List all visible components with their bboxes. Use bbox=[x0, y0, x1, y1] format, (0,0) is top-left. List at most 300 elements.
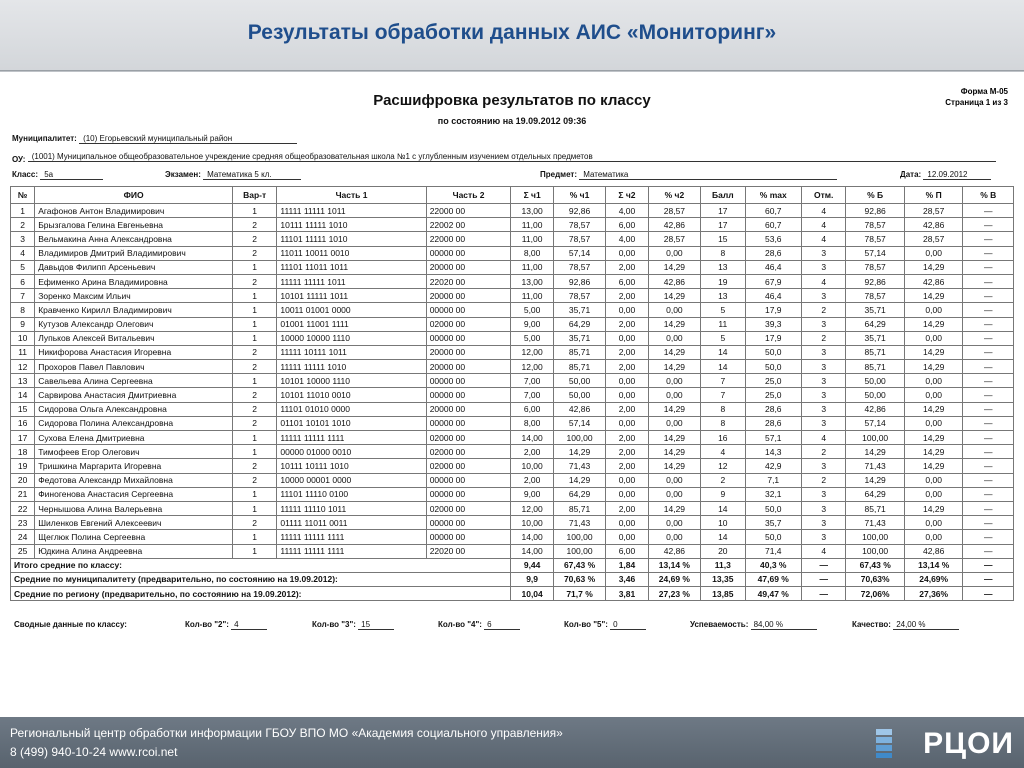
table-row bbox=[11, 445, 1014, 459]
table-cell: 11,00 bbox=[511, 218, 553, 232]
table-cell: Давыдов Филипп Арсеньевич bbox=[35, 260, 233, 274]
table-cell: 85,71 bbox=[846, 360, 905, 374]
table-cell: 14,29 bbox=[846, 473, 905, 487]
table-cell: 3 bbox=[802, 260, 846, 274]
table-cell: 22002 00 bbox=[426, 218, 511, 232]
exam-row bbox=[165, 170, 301, 180]
table-row bbox=[11, 473, 1014, 487]
table-cell: 2,00 bbox=[606, 431, 648, 445]
table-cell: 64,29 bbox=[846, 317, 905, 331]
table-cell: 11011 10011 0010 bbox=[277, 246, 426, 260]
table-cell: 01111 11011 0011 bbox=[277, 516, 426, 530]
table-cell: 14,29 bbox=[648, 360, 700, 374]
table-row bbox=[11, 431, 1014, 445]
table-cell: 2 bbox=[232, 388, 276, 402]
table-cell: 4 bbox=[802, 218, 846, 232]
table-cell: 11,00 bbox=[511, 289, 553, 303]
count-2-value: 4 bbox=[231, 620, 267, 630]
count-2 bbox=[185, 620, 267, 630]
totals-cell: 11,3 bbox=[701, 558, 745, 572]
table-cell: 0,00 bbox=[648, 374, 700, 388]
table-cell: 5 bbox=[701, 331, 745, 345]
table-cell: 4,00 bbox=[606, 232, 648, 246]
table-cell: 50,00 bbox=[846, 374, 905, 388]
table-cell: 25,0 bbox=[745, 374, 802, 388]
column-header: Вар-т bbox=[232, 187, 276, 204]
results-table bbox=[10, 186, 1014, 601]
table-cell: 3 bbox=[11, 232, 35, 246]
table-cell: 92,86 bbox=[553, 204, 605, 218]
table-cell: 2 bbox=[232, 459, 276, 473]
table-cell: — bbox=[963, 402, 1014, 416]
table-cell: 23 bbox=[11, 516, 35, 530]
table-cell: 15 bbox=[11, 402, 35, 416]
count-3-value: 15 bbox=[358, 620, 394, 630]
table-cell: 3 bbox=[802, 374, 846, 388]
table-cell: 17 bbox=[701, 204, 745, 218]
totals-cell: 40,3 % bbox=[745, 558, 802, 572]
table-cell: 0,00 bbox=[904, 416, 963, 430]
table-cell: 24 bbox=[11, 530, 35, 544]
table-cell: 10101 11010 0010 bbox=[277, 388, 426, 402]
quality-rate bbox=[852, 620, 959, 630]
table-cell: 22000 00 bbox=[426, 232, 511, 246]
table-cell: 11111 11110 1011 bbox=[277, 501, 426, 515]
table-cell: 11 bbox=[701, 317, 745, 331]
table-cell: 57,14 bbox=[553, 246, 605, 260]
table-cell: — bbox=[963, 218, 1014, 232]
report-document bbox=[0, 72, 1024, 717]
table-cell: 1 bbox=[232, 260, 276, 274]
table-cell: — bbox=[963, 232, 1014, 246]
table-cell: Вельмакина Анна Александровна bbox=[35, 232, 233, 246]
table-cell: 10101 10000 1110 bbox=[277, 374, 426, 388]
table-cell: 85,71 bbox=[553, 501, 605, 515]
totals-cell: 13,14 % bbox=[648, 558, 700, 572]
table-cell: 28,57 bbox=[904, 204, 963, 218]
table-cell: 10000 10000 1110 bbox=[277, 331, 426, 345]
table-cell: 57,14 bbox=[846, 246, 905, 260]
table-cell: 35,71 bbox=[846, 331, 905, 345]
table-cell: 1 bbox=[232, 431, 276, 445]
table-cell: Ефименко Арина Владимировна bbox=[35, 274, 233, 288]
table-cell: 92,86 bbox=[846, 274, 905, 288]
table-cell: 16 bbox=[11, 416, 35, 430]
table-cell: Савельева Алина Сергеевна bbox=[35, 374, 233, 388]
table-row bbox=[11, 459, 1014, 473]
table-cell: 14 bbox=[701, 530, 745, 544]
table-cell: 3 bbox=[802, 289, 846, 303]
table-cell: 78,57 bbox=[846, 232, 905, 246]
table-cell: 78,57 bbox=[553, 232, 605, 246]
table-cell: 28,6 bbox=[745, 246, 802, 260]
table-cell: 11111 10111 1011 bbox=[277, 345, 426, 359]
table-cell: 1 bbox=[232, 289, 276, 303]
table-row bbox=[11, 345, 1014, 359]
table-row bbox=[11, 260, 1014, 274]
table-cell: 57,14 bbox=[846, 416, 905, 430]
table-cell: Тришкина Маргарита Игоревна bbox=[35, 459, 233, 473]
table-cell: Финогенова Анастасия Сергеевна bbox=[35, 487, 233, 501]
table-cell: 50,0 bbox=[745, 501, 802, 515]
totals-cell: 27,23 % bbox=[648, 587, 700, 601]
form-code: Форма М-05 bbox=[960, 87, 1008, 96]
table-cell: 2 bbox=[802, 303, 846, 317]
table-cell: 50,0 bbox=[745, 360, 802, 374]
table-cell: — bbox=[963, 487, 1014, 501]
totals-cell: 67,43 % bbox=[553, 558, 605, 572]
table-cell: 14 bbox=[11, 388, 35, 402]
table-cell: 02000 00 bbox=[426, 445, 511, 459]
table-cell: 6,00 bbox=[606, 544, 648, 558]
totals-cell: — bbox=[963, 558, 1014, 572]
column-header: Балл bbox=[701, 187, 745, 204]
table-cell: 35,7 bbox=[745, 516, 802, 530]
table-row bbox=[11, 374, 1014, 388]
table-cell: 0,00 bbox=[606, 246, 648, 260]
table-cell: 18 bbox=[11, 445, 35, 459]
table-cell: 14,29 bbox=[648, 459, 700, 473]
table-cell: 42,86 bbox=[846, 402, 905, 416]
table-cell: 00000 00 bbox=[426, 246, 511, 260]
table-cell: 20000 00 bbox=[426, 289, 511, 303]
table-cell: — bbox=[963, 260, 1014, 274]
table-cell: 78,57 bbox=[846, 260, 905, 274]
totals-cell: 47,69 % bbox=[745, 572, 802, 586]
table-cell: Тимофеев Егор Олегович bbox=[35, 445, 233, 459]
table-cell: 85,71 bbox=[846, 501, 905, 515]
table-cell: Щеглюк Полина Сергеевна bbox=[35, 530, 233, 544]
table-cell: 3 bbox=[802, 360, 846, 374]
totals-row bbox=[11, 587, 1014, 601]
table-cell: 78,57 bbox=[553, 218, 605, 232]
table-cell: 39,3 bbox=[745, 317, 802, 331]
table-cell: 14,29 bbox=[904, 402, 963, 416]
exam-label: Экзамен: bbox=[165, 170, 201, 179]
totals-cell: 9,44 bbox=[511, 558, 553, 572]
table-cell: — bbox=[963, 416, 1014, 430]
quality-label: Качество: bbox=[852, 620, 891, 629]
table-cell: 2 bbox=[232, 345, 276, 359]
table-cell: 3 bbox=[802, 459, 846, 473]
table-cell: 1 bbox=[232, 204, 276, 218]
table-cell: 12 bbox=[11, 360, 35, 374]
table-cell: 8,00 bbox=[511, 416, 553, 430]
table-cell: 5,00 bbox=[511, 331, 553, 345]
table-cell: 14,29 bbox=[904, 431, 963, 445]
slide-header bbox=[0, 0, 1024, 71]
table-cell: 10011 01001 0000 bbox=[277, 303, 426, 317]
table-cell: 5 bbox=[701, 303, 745, 317]
table-cell: 1 bbox=[232, 303, 276, 317]
table-cell: 4 bbox=[802, 204, 846, 218]
table-cell: 2,00 bbox=[606, 360, 648, 374]
count-4-label: Кол-во "4": bbox=[438, 620, 482, 629]
footer-contacts: 8 (499) 940-10-24 www.rcoi.net bbox=[10, 745, 178, 759]
table-cell: 0,00 bbox=[606, 388, 648, 402]
table-cell: 00000 00 bbox=[426, 473, 511, 487]
subject-value: Математика bbox=[579, 170, 837, 180]
table-cell: 1 bbox=[232, 374, 276, 388]
table-cell: 0,00 bbox=[606, 530, 648, 544]
table-cell: 11111 11111 1111 bbox=[277, 544, 426, 558]
table-cell: 1 bbox=[232, 331, 276, 345]
table-cell: 0,00 bbox=[648, 473, 700, 487]
table-cell: Лупьков Алексей Витальевич bbox=[35, 331, 233, 345]
totals-label: Средние по региону (предварительно, по состоянию на 19.09.2012): bbox=[11, 587, 511, 601]
table-cell: 22020 00 bbox=[426, 544, 511, 558]
table-cell: 20 bbox=[11, 473, 35, 487]
table-cell: 1 bbox=[232, 445, 276, 459]
column-header: ФИО bbox=[35, 187, 233, 204]
table-cell: 85,71 bbox=[846, 345, 905, 359]
table-cell: 17 bbox=[11, 431, 35, 445]
table-cell: 00000 00 bbox=[426, 331, 511, 345]
table-cell: 20000 00 bbox=[426, 345, 511, 359]
table-cell: 7 bbox=[11, 289, 35, 303]
success-label: Успеваемость: bbox=[690, 620, 749, 629]
table-cell: 2,00 bbox=[606, 289, 648, 303]
table-cell: 2 bbox=[232, 416, 276, 430]
table-cell: Сидорова Ольга Александровна bbox=[35, 402, 233, 416]
table-cell: 22020 00 bbox=[426, 274, 511, 288]
table-cell: — bbox=[963, 360, 1014, 374]
column-header: % П bbox=[904, 187, 963, 204]
date-row bbox=[900, 170, 991, 180]
table-row bbox=[11, 501, 1014, 515]
table-cell: Владимиров Дмитрий Владимирович bbox=[35, 246, 233, 260]
table-row bbox=[11, 289, 1014, 303]
totals-cell: 13,85 bbox=[701, 587, 745, 601]
table-cell: 10,00 bbox=[511, 516, 553, 530]
table-cell: 46,4 bbox=[745, 260, 802, 274]
table-cell: 3 bbox=[802, 388, 846, 402]
table-cell: 2 bbox=[232, 360, 276, 374]
totals-cell: 49,47 % bbox=[745, 587, 802, 601]
totals-cell: — bbox=[802, 587, 846, 601]
success-rate bbox=[690, 620, 817, 630]
table-cell: 13 bbox=[701, 260, 745, 274]
table-cell: 2 bbox=[232, 246, 276, 260]
table-cell: 11101 11011 1011 bbox=[277, 260, 426, 274]
count-5-label: Кол-во "5": bbox=[564, 620, 608, 629]
table-cell: 12,00 bbox=[511, 501, 553, 515]
totals-cell: — bbox=[963, 587, 1014, 601]
table-row bbox=[11, 204, 1014, 218]
table-cell: 0,00 bbox=[648, 530, 700, 544]
municipality-label: Муниципалитет: bbox=[12, 134, 77, 143]
table-cell: 0,00 bbox=[904, 303, 963, 317]
totals-cell: 67,43 % bbox=[846, 558, 905, 572]
table-cell: 01101 10101 1010 bbox=[277, 416, 426, 430]
table-cell: 1 bbox=[232, 501, 276, 515]
table-cell: 100,00 bbox=[553, 431, 605, 445]
table-cell: 0,00 bbox=[904, 530, 963, 544]
column-header: Σ ч1 bbox=[511, 187, 553, 204]
table-cell: Прохоров Павел Павлович bbox=[35, 360, 233, 374]
totals-cell: 24,69 % bbox=[648, 572, 700, 586]
count-3 bbox=[312, 620, 394, 630]
municipality-row bbox=[12, 134, 297, 144]
table-row bbox=[11, 331, 1014, 345]
table-cell: 42,86 bbox=[904, 218, 963, 232]
table-row bbox=[11, 274, 1014, 288]
exam-value: Математика 5 кл. bbox=[203, 170, 301, 180]
totals-cell: 27,36% bbox=[904, 587, 963, 601]
table-cell: 4 bbox=[802, 232, 846, 246]
table-cell: 11101 01010 0000 bbox=[277, 402, 426, 416]
table-cell: 14,29 bbox=[904, 317, 963, 331]
table-cell: 8 bbox=[701, 416, 745, 430]
table-cell: 12,00 bbox=[511, 360, 553, 374]
table-cell: 50,00 bbox=[846, 388, 905, 402]
table-cell: 71,43 bbox=[846, 516, 905, 530]
count-5-value: 0 bbox=[610, 620, 646, 630]
column-header: № bbox=[11, 187, 35, 204]
summary-label: Сводные данные по классу: bbox=[14, 620, 127, 629]
table-cell: 11,00 bbox=[511, 232, 553, 246]
table-cell: 6,00 bbox=[606, 218, 648, 232]
table-cell: 3 bbox=[802, 530, 846, 544]
table-cell: 5,00 bbox=[511, 303, 553, 317]
totals-cell: 70,63% bbox=[846, 572, 905, 586]
table-cell: 0,00 bbox=[904, 374, 963, 388]
table-cell: — bbox=[963, 303, 1014, 317]
table-cell: 2 bbox=[11, 218, 35, 232]
totals-row bbox=[11, 572, 1014, 586]
table-cell: Сухова Елена Дмитриевна bbox=[35, 431, 233, 445]
logo-mark-icon bbox=[874, 727, 894, 759]
table-cell: 57,1 bbox=[745, 431, 802, 445]
table-row bbox=[11, 303, 1014, 317]
table-cell: 4,00 bbox=[606, 204, 648, 218]
table-cell: Брызгалова Гелина Евгеньевна bbox=[35, 218, 233, 232]
table-cell: 10,00 bbox=[511, 459, 553, 473]
table-cell: 0,00 bbox=[606, 303, 648, 317]
table-cell: 100,00 bbox=[553, 530, 605, 544]
table-cell: 14,29 bbox=[553, 445, 605, 459]
table-cell: 2 bbox=[232, 473, 276, 487]
table-cell: 0,00 bbox=[606, 473, 648, 487]
totals-cell: 70,63 % bbox=[553, 572, 605, 586]
table-cell: 60,7 bbox=[745, 204, 802, 218]
table-cell: — bbox=[963, 246, 1014, 260]
table-cell: 0,00 bbox=[606, 487, 648, 501]
table-cell: 14,00 bbox=[511, 530, 553, 544]
table-cell: 12 bbox=[701, 459, 745, 473]
count-3-label: Кол-во "3": bbox=[312, 620, 356, 629]
table-cell: 6 bbox=[11, 274, 35, 288]
table-cell: 46,4 bbox=[745, 289, 802, 303]
table-cell: Кутузов Александр Олегович bbox=[35, 317, 233, 331]
report-title: Расшифровка результатов по классу bbox=[373, 92, 651, 109]
table-cell: 100,00 bbox=[553, 544, 605, 558]
table-cell: 1 bbox=[11, 204, 35, 218]
table-cell: 00000 00 bbox=[426, 416, 511, 430]
column-header: % ч1 bbox=[553, 187, 605, 204]
table-cell: — bbox=[963, 473, 1014, 487]
table-cell: 0,00 bbox=[648, 416, 700, 430]
table-cell: — bbox=[963, 289, 1014, 303]
table-cell: 16 bbox=[701, 431, 745, 445]
municipality-value: (10) Егорьевский муниципальный район bbox=[79, 134, 297, 144]
table-cell: 8,00 bbox=[511, 246, 553, 260]
class-label: Класс: bbox=[12, 170, 38, 179]
table-cell: 50,0 bbox=[745, 530, 802, 544]
table-cell: 100,00 bbox=[846, 530, 905, 544]
table-cell: 64,29 bbox=[553, 317, 605, 331]
table-cell: 2 bbox=[232, 402, 276, 416]
table-cell: 7 bbox=[701, 388, 745, 402]
table-cell: 0,00 bbox=[606, 516, 648, 530]
table-cell: 2 bbox=[232, 232, 276, 246]
table-cell: 2 bbox=[802, 445, 846, 459]
table-cell: 71,43 bbox=[846, 459, 905, 473]
table-cell: Сарвирова Анастасия Дмитриевна bbox=[35, 388, 233, 402]
table-cell: — bbox=[963, 345, 1014, 359]
table-cell: 6,00 bbox=[606, 274, 648, 288]
table-cell: 42,86 bbox=[553, 402, 605, 416]
table-cell: 0,00 bbox=[606, 374, 648, 388]
table-cell: 53,6 bbox=[745, 232, 802, 246]
table-cell: 10 bbox=[11, 331, 35, 345]
table-cell: 0,00 bbox=[648, 303, 700, 317]
subject-row bbox=[540, 170, 837, 180]
table-cell: 17,9 bbox=[745, 331, 802, 345]
table-cell: 3 bbox=[802, 345, 846, 359]
totals-cell: 1,84 bbox=[606, 558, 648, 572]
totals-cell: — bbox=[802, 558, 846, 572]
table-cell: 2,00 bbox=[606, 317, 648, 331]
success-value: 84,00 % bbox=[751, 620, 817, 630]
table-row bbox=[11, 416, 1014, 430]
table-cell: 11,00 bbox=[511, 260, 553, 274]
column-header: % ч2 bbox=[648, 187, 700, 204]
class-row bbox=[12, 170, 103, 180]
table-cell: 60,7 bbox=[745, 218, 802, 232]
table-cell: 15 bbox=[701, 232, 745, 246]
table-cell: 0,00 bbox=[904, 246, 963, 260]
totals-row bbox=[11, 558, 1014, 572]
table-cell: 0,00 bbox=[648, 246, 700, 260]
table-cell: 57,14 bbox=[553, 416, 605, 430]
table-cell: 2,00 bbox=[606, 345, 648, 359]
table-cell: 42,9 bbox=[745, 459, 802, 473]
table-cell: 3 bbox=[802, 402, 846, 416]
table-cell: 10 bbox=[701, 516, 745, 530]
table-cell: 20000 00 bbox=[426, 360, 511, 374]
table-cell: 5 bbox=[11, 260, 35, 274]
table-cell: 14 bbox=[701, 501, 745, 515]
table-cell: 0,00 bbox=[648, 516, 700, 530]
slide-title: Результаты обработки данных АИС «Мониторинг» bbox=[247, 21, 777, 44]
column-header: % В bbox=[963, 187, 1014, 204]
table-cell: — bbox=[963, 459, 1014, 473]
table-cell: 11111 11111 1011 bbox=[277, 274, 426, 288]
table-cell: 0,00 bbox=[904, 487, 963, 501]
table-cell: Федотова Александр Михайловна bbox=[35, 473, 233, 487]
table-cell: — bbox=[963, 204, 1014, 218]
table-cell: 20000 00 bbox=[426, 260, 511, 274]
table-cell: 6,00 bbox=[511, 402, 553, 416]
table-cell: 2 bbox=[232, 218, 276, 232]
table-cell: 3 bbox=[802, 416, 846, 430]
table-cell: 22000 00 bbox=[426, 204, 511, 218]
page-number: Страница 1 из 3 bbox=[945, 98, 1008, 107]
table-cell: 2,00 bbox=[606, 459, 648, 473]
table-cell: 8 bbox=[701, 246, 745, 260]
table-cell: 85,71 bbox=[553, 360, 605, 374]
